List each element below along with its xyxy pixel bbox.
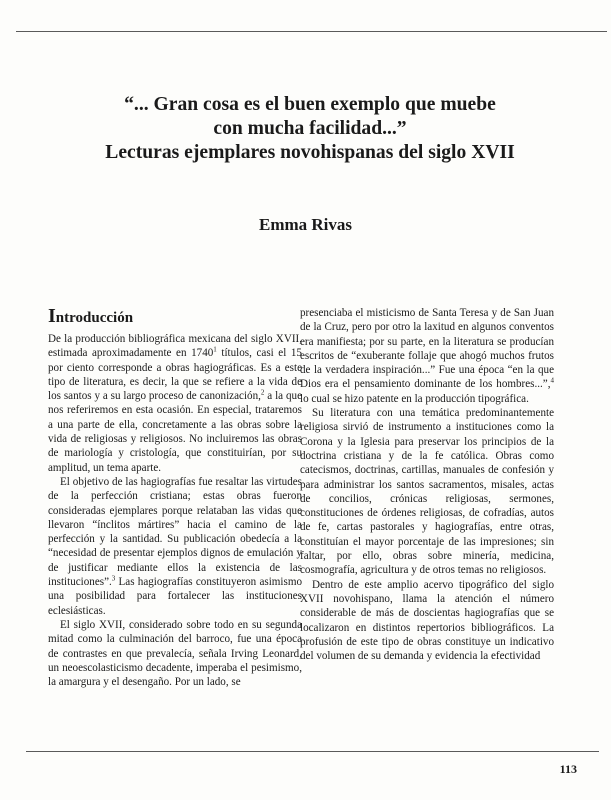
paragraph: El siglo XVII, considerado sobre todo en su segunda mitad como la culminación del barroco, fue una época de contrastes en que prevalecía, señala Irving Leonard, un neoescolasticismo decadente, imperaba el pesimismo, la amargura y el desengaño. Por un lado, se xyxy=(48,618,302,689)
article-title xyxy=(60,93,560,165)
right-column xyxy=(300,306,554,663)
section-heading: Introducción xyxy=(48,305,134,327)
title-line-1: “... Gran cosa es el buen exemplo que muebe xyxy=(124,94,496,115)
page-number: 113 xyxy=(559,762,577,776)
paragraph: De la producción bibliográfica mexicana del siglo XVII, estimada aproximadamente en 1740$^1$ títulos, casi el 15 por ciento corresponde a obras hagiográficas. Es a este tipo de literatura, es decir, la que se refiere a la vida de los santos y a su largo proceso de canonización,$^2$ a la que nos referiremos en esta ocasión. En especial, trataremos a una parte de ella, concretamente a las obras sobre la vida de religiosas y religiosos. No incluiremos las obras de mariología y cristología, que constituirían, por su amplitud, un tema aparte. xyxy=(48,333,302,474)
top-rule xyxy=(16,31,607,32)
bottom-rule xyxy=(26,751,599,752)
paragraph: Dentro de este amplio acervo tipográfico del siglo XVII novohispano, llama la atención el número considerable de más de doscientas hagiografías que se localizaron en distintos repertorios bibliográficos. La profusión de este tipo de obras constituye un indicativo del volumen de su demanda y evidencia la efectividad xyxy=(300,578,554,663)
paragraph: presenciaba el misticismo de Santa Teresa y de San Juan de la Cruz, pero por otro la laxitud en algunos conventos era manifiesta; por su parte, en la literatura se producían escritos de “exuberante follaje que ahogó muchos frutos de la verdadera inspiración...” Fue una época “en la que Dios era el pensamiento dominante de los hombres...”,$^4$ lo cual se hizo patente en la producción tipográfica. xyxy=(300,307,554,405)
author-name: Emma Rivas xyxy=(258,215,353,234)
title-line-3: Lecturas ejemplares novohispanas del siglo XVII xyxy=(105,142,515,163)
left-column xyxy=(48,332,302,689)
paragraph: Su literatura con una temática predominantemente religiosa sirvió de instrumento a instituciones como la Corona y la Iglesia para preservar los principios de la doctrina cristiana y de la fe católica. Obras como catecismos, doctrinas, cartillas, manuales de confesión y para administrar los santos sacramentos, misales, actas de concilios, crónicas religiosas, sermones, constituciones de órdenes religiosas, de cofradías, autos de fe, cartas pastorales y hagiografías, entre otras, constituían el mayor porcentaje de las impresiones; sin faltar, por ello, obras sobre minería, medicina, cosmografía, agricultura y de otros temas no religiosos. xyxy=(300,407,554,577)
paragraph: El objetivo de las hagiografías fue resaltar las virtudes de la perfección cristiana; estas obras fueron consideradas ejemplares porque relataban las vidas que llevaron “ínclitos mártires” hacia el camino de la perfección y la santidad. Su publicación obedecía a la “necesidad de presentar ejemplos dignos de emulación y de justificar mediante ellos la existencia de las instituciones”.$^3$ Las hagiografías constituyeron asimismo una posibilidad para fortalecer las instituciones eclesiásticas. xyxy=(48,475,302,617)
title-line-2: con mucha facilidad...” xyxy=(213,118,407,139)
